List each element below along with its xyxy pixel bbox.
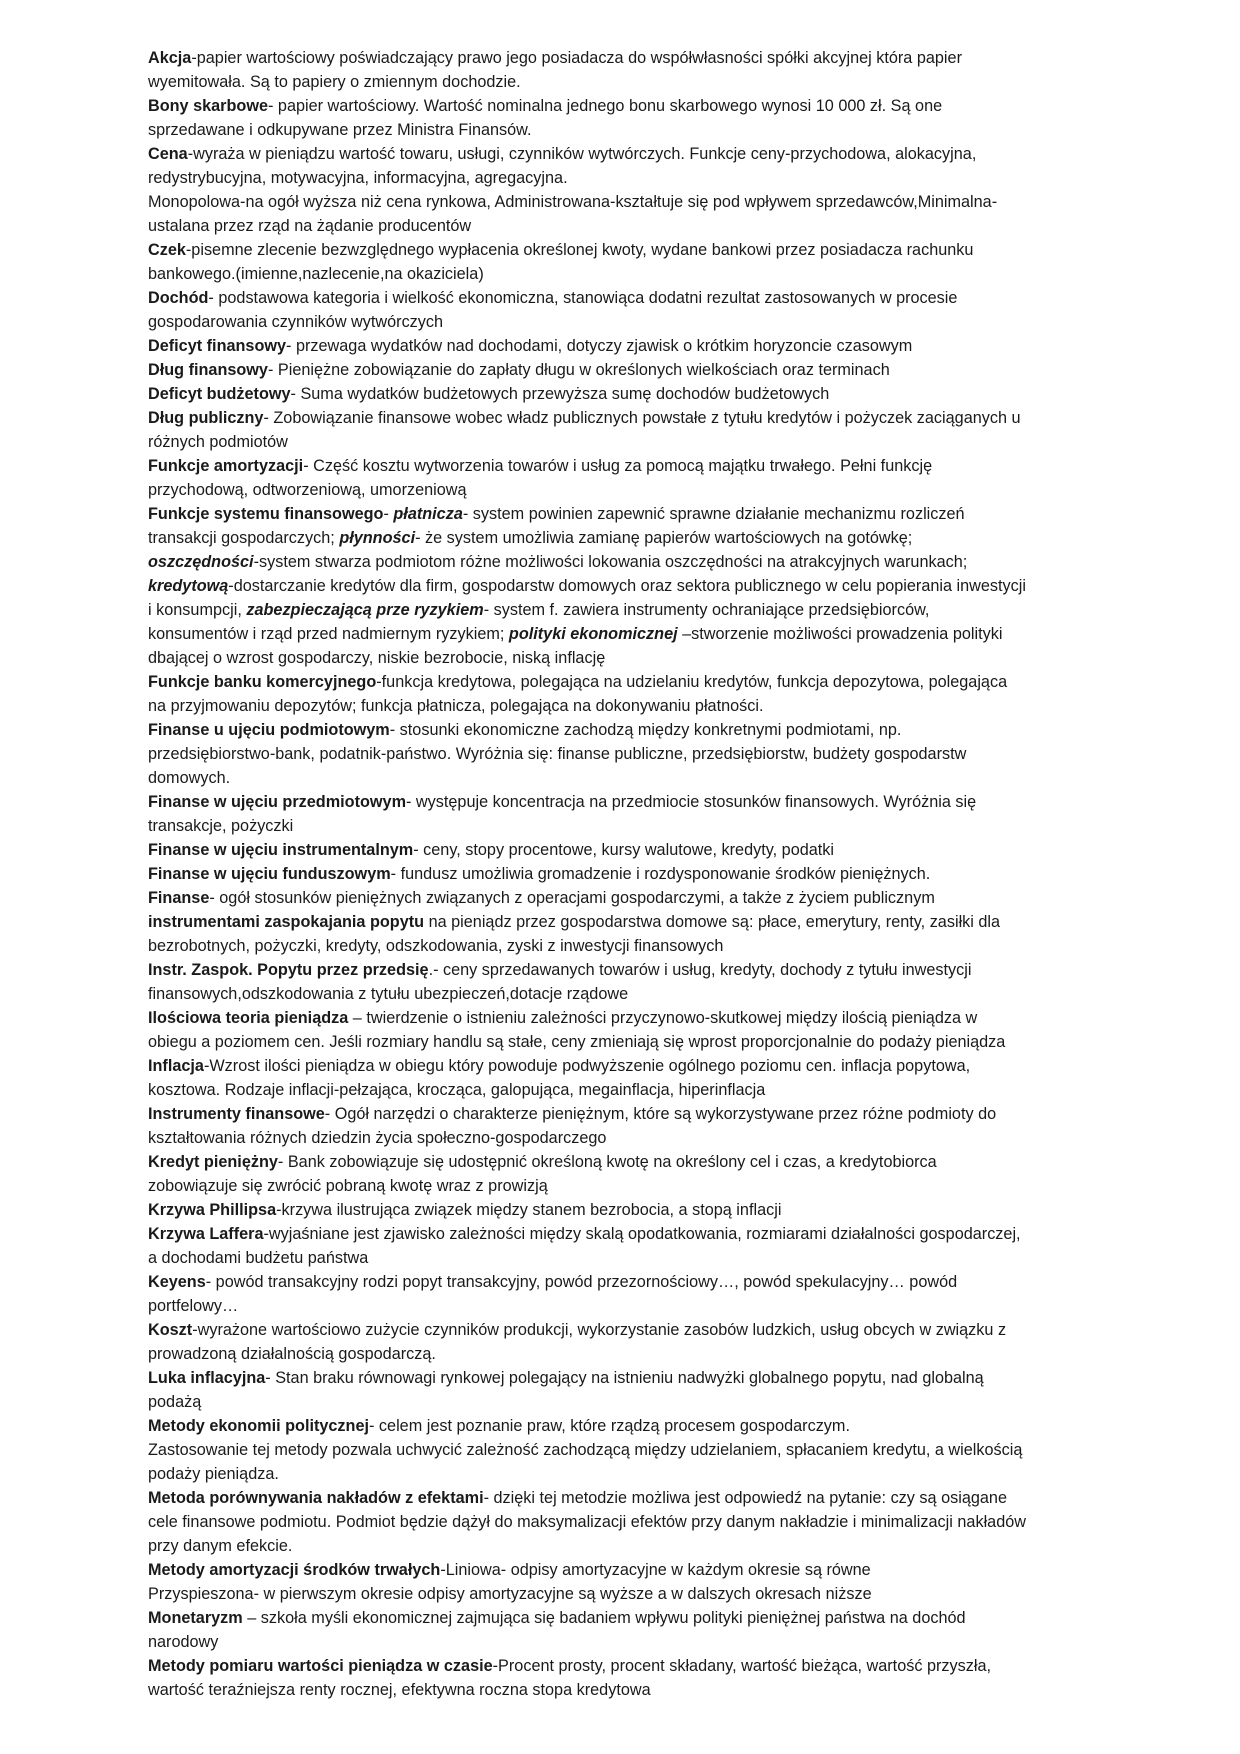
entry-text: - Zobowiązanie finansowe wobec władz publicznych powstałe z tytułu kredytów i pożyczek zaciąganych u różnych podmiotów xyxy=(148,408,1021,451)
entry-term: Funkcje amortyzacji xyxy=(148,456,304,475)
entry-text: - powód transakcyjny rodzi popyt transakcyjny, powód przezornościowy…, powód spekulacyjny… powód portfelowy… xyxy=(148,1272,958,1315)
entry-text: - Stan braku równowagi rynkowej polegający na istnieniu nadwyżki globalnego popytu, nad globalną podażą xyxy=(148,1368,984,1411)
entry-text: -Liniowa- odpisy amortyzacyjne w każdym okresie są równe xyxy=(440,1560,871,1579)
entry-text: - system f. zawiera instrumenty ochraniające przedsiębiorców, konsumentów i rząd przed nadmiernym ryzykiem; xyxy=(148,600,930,643)
entry-text: - fundusz umożliwia gromadzenie i rozdysponowanie środków pieniężnych. xyxy=(390,864,931,883)
glossary-entry xyxy=(148,94,1027,142)
entry-text: -funkcja kredytowa, polegająca na udzielaniu kredytów, funkcja depozytowa, polegająca na przyjmowaniu depozytów; funkcja płatnicza, polegająca na dokonywaniu płatności. xyxy=(148,672,1008,715)
glossary-entry xyxy=(148,1606,1027,1654)
glossary-entry xyxy=(148,886,1027,910)
entry-term: Finanse xyxy=(148,888,210,907)
entry-text: – szkoła myśli ekonomicznej zajmująca się badaniem wpływu polityki pieniężnej państwa na dochód narodowy xyxy=(148,1608,966,1651)
entry-text: –stworzenie możliwości prowadzenia polityki dbającej o wzrost gospodarczy, niskie bezrobocie, niską inflację xyxy=(148,624,1003,667)
entry-term: Bony skarbowe xyxy=(148,96,269,115)
glossary-entry xyxy=(148,1270,1027,1318)
entry-text: - Suma wydatków budżetowych przewyższa sumę dochodów budżetowych xyxy=(290,384,830,403)
glossary-entry xyxy=(148,286,1027,334)
entry-term: Finanse w ujęciu instrumentalnym xyxy=(148,840,414,859)
entry-term: Inflacja xyxy=(148,1056,204,1075)
entry-text: -Procent prosty, procent składany, wartość bieżąca, wartość przyszła, wartość teraźniejsza renty rocznej, efektywna roczna stopa kredytowa xyxy=(148,1656,992,1699)
entry-term: Koszt xyxy=(148,1320,193,1339)
entry-text: -wyraża w pieniądzu wartość towaru, usługi, czynników wytwórczych. Funkcje ceny-przychodowa, alokacyjna, redystrybucyjna, motywacyjna, informacyjna, agregacyjna. xyxy=(148,144,977,187)
entry-text: - ceny, stopy procentowe, kursy walutowe, kredyty, podatki xyxy=(413,840,835,859)
document-page xyxy=(148,46,1027,1702)
glossary-entry xyxy=(148,454,1027,502)
entry-text: - dzięki tej metodzie możliwa jest odpowiedź na pytanie: czy są osiągane cele finansowe podmiotu. Podmiot będzie dążył do maksymalizacji efektów przy danym nakładzie i minimalizacji nakładów przy danym efekcie. xyxy=(148,1488,1027,1555)
entry-term: Metoda porównywania nakładów z efektami xyxy=(148,1488,484,1507)
entry-term: Metody amortyzacji środków trwałych xyxy=(148,1560,441,1579)
entry-term: Monetaryzm xyxy=(148,1608,243,1627)
entry-emphasis: kredytową xyxy=(148,576,229,595)
entry-text: Przyspieszona- w pierwszym okresie odpisy amortyzacyjne są wyższe a w dalszych okresach niższe xyxy=(148,1584,872,1603)
entry-text: - Ogół narzędzi o charakterze pieniężnym, które są wykorzystywane przez różne podmioty do kształtowania różnych dziedzin życia społeczno-gospodarczego xyxy=(148,1104,997,1147)
entry-text: -krzywa ilustrująca związek między stanem bezrobocia, a stopą inflacji xyxy=(276,1200,782,1219)
glossary-entry xyxy=(148,790,1027,838)
entry-text: - Bank zobowiązuje się udostępnić określoną kwotę na określony cel i czas, a kredytobiorca zobowiązuje się zwrócić pobraną kwotę wraz z prowizją xyxy=(148,1152,937,1195)
glossary-entry xyxy=(148,46,1027,94)
entry-text: .- ceny sprzedawanych towarów i usług, kredyty, dochody z tytułu inwestycji finansowych,odszkodowania z tytułu ubezpieczeń,dotacje rządowe xyxy=(148,960,972,1003)
glossary-entry xyxy=(148,1414,1027,1438)
entry-text: - xyxy=(383,504,394,523)
entry-term: Funkcje banku komercyjnego xyxy=(148,672,377,691)
entry-text: - Część kosztu wytworzenia towarów i usług za pomocą majątku trwałego. Pełni funkcję przychodową, odtworzeniową, umorzeniową xyxy=(148,456,933,499)
glossary-entry xyxy=(148,1486,1027,1558)
glossary-entry xyxy=(148,502,1027,670)
glossary-entry xyxy=(148,1438,1027,1486)
entry-term: Funkcje systemu finansowego xyxy=(148,504,384,523)
entry-emphasis: płynności xyxy=(339,528,416,547)
entry-term: Deficyt finansowy xyxy=(148,336,287,355)
entry-text: -Wzrost ilości pieniądza w obiegu który powoduje podwyższenie ogólnego poziomu cen. inflacja popytowa, kosztowa. Rodzaje inflacji-pełzająca, krocząca, galopująca, megainflacja, hiperinflacja xyxy=(148,1056,971,1099)
entry-text: Zastosowanie tej metody pozwala uchwycić zależność zachodzącą między udzielaniem, spłacaniem kredytu, a wielkością podaży pieniądza. xyxy=(148,1440,1023,1483)
entry-term: Akcja xyxy=(148,48,192,67)
entry-text: - podstawowa kategoria i wielkość ekonomiczna, stanowiąca dodatni rezultat zastosowanych w procesie gospodarowania czynników wytwórczych xyxy=(148,288,958,331)
glossary-entry xyxy=(148,1150,1027,1198)
glossary-entry xyxy=(148,1054,1027,1102)
entry-text: -system stwarza podmiotom różne możliwości lokowania oszczędności na atrakcyjnych warunkach; xyxy=(253,552,968,571)
glossary-entry xyxy=(148,1006,1027,1054)
entry-term: Dług finansowy xyxy=(148,360,268,379)
entry-text: - występuje koncentracja na przedmiocie stosunków finansowych. Wyróżnia się transakcje, pożyczki xyxy=(148,792,977,835)
glossary-entry xyxy=(148,406,1027,454)
entry-term: Finanse w ujęciu przedmiotowym xyxy=(148,792,407,811)
glossary-entry xyxy=(148,862,1027,886)
glossary-entry xyxy=(148,838,1027,862)
entry-text: - celem jest poznanie praw, które rządzą procesem gospodarczym. xyxy=(369,1416,850,1435)
glossary-entry xyxy=(148,334,1027,358)
entry-text: Monopolowa-na ogół wyższa niż cena rynkowa, Administrowana-kształtuje się pod wpływem sprzedawców,Minimalna-ustalana przez rząd na żądanie producentów xyxy=(148,192,998,235)
entry-term: Finanse w ujęciu funduszowym xyxy=(148,864,391,883)
entry-text: -wyjaśniane jest zjawisko zależności między skalą opodatkowania, rozmiarami działalności gospodarczej, a dochodami budżetu państwa xyxy=(148,1224,1021,1267)
entry-emphasis: oszczędności xyxy=(148,552,254,571)
entry-term: Instr. Zaspok. Popytu przez przedsię xyxy=(148,960,429,979)
entry-term: Kredyt pieniężny xyxy=(148,1152,278,1171)
entry-text: – twierdzenie o istnieniu zależności przyczynowo-skutkowej między ilością pieniądza w obiegu a poziomem cen. Jeśli rozmiary handlu są stałe, ceny zmieniają się wprost proporcjonalnie do podaży pieniądza xyxy=(148,1008,1006,1051)
entry-text: - przewaga wydatków nad dochodami, dotyczy zjawisk o krótkim horyzoncie czasowym xyxy=(286,336,913,355)
entry-term: Ilościowa teoria pieniądza xyxy=(148,1008,349,1027)
entry-term: Metody pomiaru wartości pieniądza w czasie xyxy=(148,1656,493,1675)
glossary-entry xyxy=(148,1366,1027,1414)
entry-term: Krzywa Laffera xyxy=(148,1224,264,1243)
entry-term: Instrumenty finansowe xyxy=(148,1104,325,1123)
glossary-entry xyxy=(148,358,1027,382)
entry-term: Dług publiczny xyxy=(148,408,264,427)
entry-text: -pisemne zlecenie bezwzględnego wypłacenia określonej kwoty, wydane bankowi przez posiadacza rachunku bankowego.(imienne,nazlecenie,na okaziciela) xyxy=(148,240,974,283)
glossary-entry xyxy=(148,670,1027,718)
glossary-entry xyxy=(148,718,1027,790)
entry-term: Czek xyxy=(148,240,186,259)
entry-term: Dochód xyxy=(148,288,209,307)
entry-term: Deficyt budżetowy xyxy=(148,384,291,403)
entry-term: Luka inflacyjna xyxy=(148,1368,266,1387)
entry-text: - papier wartościowy. Wartość nominalna jednego bonu skarbowego wynosi 10 000 zł. Są one sprzedawane i odkupywane przez Ministra Finansów. xyxy=(148,96,943,139)
glossary-entry xyxy=(148,382,1027,406)
glossary-entry xyxy=(148,142,1027,190)
glossary-entry xyxy=(148,1102,1027,1150)
glossary-entry xyxy=(148,1582,1027,1606)
entry-text: -dostarczanie kredytów dla firm, gospodarstw domowych oraz sektora publicznego w celu popierania inwestycji i konsumpcji, xyxy=(148,576,1027,619)
entry-text: - ogół stosunków pieniężnych związanych z operacjami gospodarczymi, a także z życiem publicznym xyxy=(209,888,935,907)
entry-term: Cena xyxy=(148,144,188,163)
glossary-entry xyxy=(148,1558,1027,1582)
glossary-entry xyxy=(148,1654,1027,1702)
glossary-entry xyxy=(148,238,1027,286)
entry-term: Krzywa Phillipsa xyxy=(148,1200,277,1219)
entry-term: Finanse u ujęciu podmiotowym xyxy=(148,720,390,739)
entry-term: Metody ekonomii politycznej xyxy=(148,1416,370,1435)
glossary-entry xyxy=(148,190,1027,238)
glossary-entry xyxy=(148,910,1027,958)
glossary-entry xyxy=(148,1318,1027,1366)
entry-term: Keyens xyxy=(148,1272,206,1291)
glossary-entry xyxy=(148,1222,1027,1270)
entry-text: - że system umożliwia zamianę papierów wartościowych na gotówkę; xyxy=(415,528,913,547)
entry-emphasis: płatnicza xyxy=(393,504,463,523)
glossary-entry xyxy=(148,1198,1027,1222)
entry-text: - stosunki ekonomiczne zachodzą między konkretnymi podmiotami, np. przedsiębiorstwo-bank, podatnik-państwo. Wyróżnia się: finanse publiczne, przedsiębiorstw, budżety gospodarstw domowych. xyxy=(148,720,967,787)
entry-text: -papier wartościowy poświadczający prawo jego posiadacza do współwłasności spółki akcyjnej która papier wyemitowała. Są to papiery o zmiennym dochodzie. xyxy=(148,48,962,91)
glossary-entry xyxy=(148,958,1027,1006)
entry-text: -wyrażone wartościowo zużycie czynników produkcji, wykorzystanie zasobów ludzkich, usług obcych w związku z prowadzoną działalnością gospodarczą. xyxy=(148,1320,1007,1363)
entry-text: na pieniądz przez gospodarstwa domowe są: płace, emerytury, renty, zasiłki dla bezrobotnych, pożyczki, kredyty, odszkodowania, zyski z inwestycji finansowych xyxy=(148,912,1001,955)
entry-emphasis: polityki ekonomicznej xyxy=(508,624,678,643)
entry-term: instrumentami zaspokajania popytu xyxy=(148,912,425,931)
entry-emphasis: zabezpieczającą prze ryzykiem xyxy=(246,600,484,619)
entry-text: - system powinien zapewnić sprawne działanie mechanizmu rozliczeń transakcji gospodarczych; xyxy=(148,504,965,547)
entry-text: - Pieniężne zobowiązanie do zapłaty długu w określonych wielkościach oraz terminach xyxy=(267,360,890,379)
